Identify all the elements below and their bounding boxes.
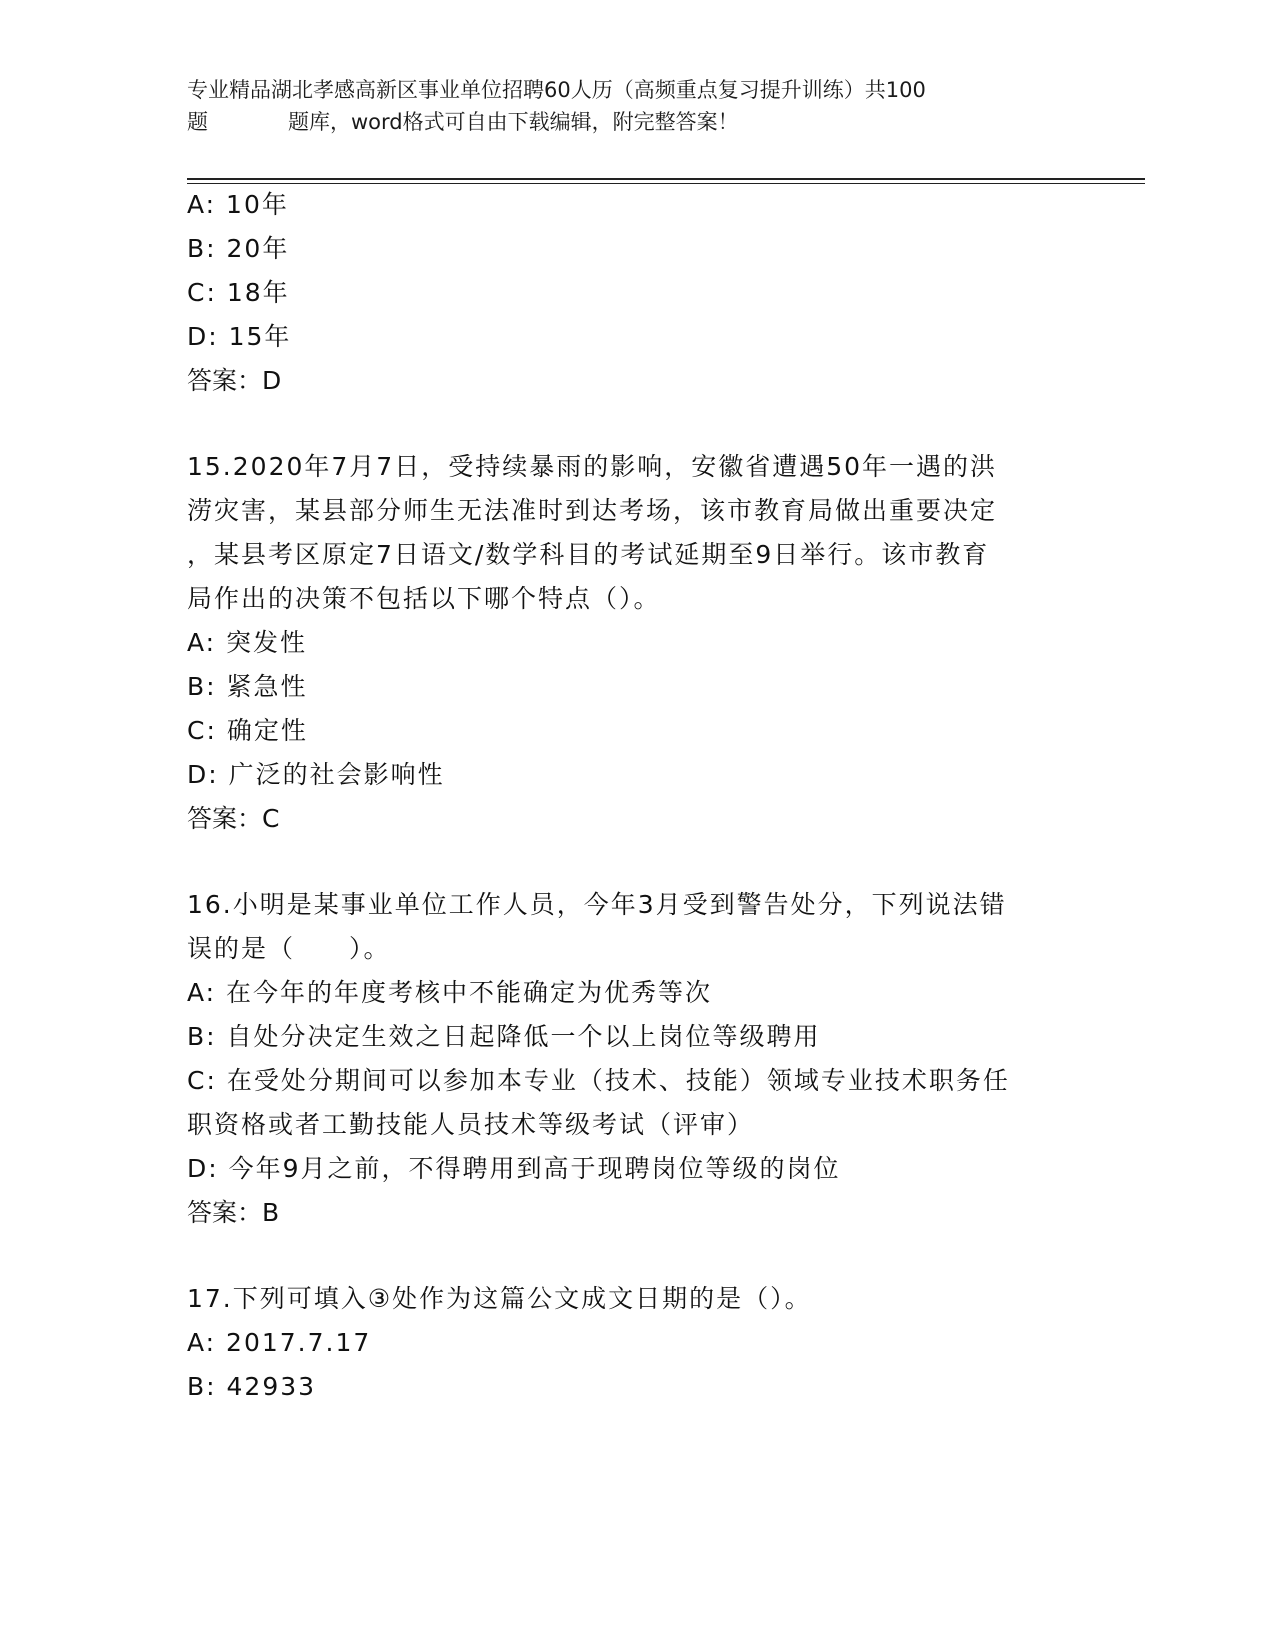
header-divider-thick bbox=[187, 178, 1145, 180]
q16-option-d: D: 今年9月之前，不得聘用到高于现聘岗位等级的岗位 bbox=[187, 1154, 841, 1183]
q16-option-a: A: 在今年的年度考核中不能确定为优秀等次 bbox=[187, 978, 713, 1007]
q15-stem-line-4: 局作出的决策不包括以下哪个特点（）。 bbox=[187, 584, 661, 613]
q15-option-a: A: 突发性 bbox=[187, 628, 308, 657]
q14-option-a: A: 10年 bbox=[187, 190, 289, 219]
q14-option-d: D: 15年 bbox=[187, 322, 292, 351]
header-line-2 bbox=[187, 106, 926, 138]
q17-stem-line-1: 17.下列可填入③处作为这篇公文成文日期的是（）。 bbox=[187, 1284, 812, 1313]
q17-option-b: B: 42933 bbox=[187, 1372, 317, 1401]
header-line-2-end: 题库，word格式可自由下载编辑，附完整答案！ bbox=[288, 110, 739, 134]
q15-answer: 答案：C bbox=[187, 804, 280, 833]
page-header bbox=[187, 74, 926, 138]
q16-option-c-continued: 职资格或者工勤技能人员技术等级考试（评审） bbox=[187, 1110, 755, 1139]
q14-answer: 答案：D bbox=[187, 366, 282, 395]
q17-option-a: A: 2017.7.17 bbox=[187, 1328, 372, 1357]
q16-option-b: B: 自处分决定生效之日起降低一个以上岗位等级聘用 bbox=[187, 1022, 821, 1051]
q15-option-b: B: 紧急性 bbox=[187, 672, 308, 701]
q15-stem-line-2: 涝灾害，某县部分师生无法准时到达考场，该市教育局做出重要决定 bbox=[187, 496, 998, 525]
q15-stem-line-1: 15.2020年7月7日，受持续暴雨的影响，安徽省遭遇50年一遇的洪 bbox=[187, 452, 998, 481]
q15-stem-line-3: ，某县考区原定7日语文/数学科目的考试延期至9日举行。该市教育 bbox=[187, 540, 990, 569]
q16-answer: 答案：B bbox=[187, 1198, 280, 1227]
q16-option-c: C: 在受处分期间可以参加本专业（技术、技能）领域专业技术职务任 bbox=[187, 1066, 1010, 1095]
q15-option-c: C: 确定性 bbox=[187, 716, 308, 745]
header-line-2-start: 题 bbox=[187, 110, 208, 134]
q15-option-d: D: 广泛的社会影响性 bbox=[187, 760, 445, 789]
header-divider-thin bbox=[187, 183, 1145, 184]
q16-stem-line-2: 误的是（ ）。 bbox=[187, 934, 391, 963]
q16-stem-line-1: 16.小明是某事业单位工作人员，今年3月受到警告处分，下列说法错 bbox=[187, 890, 1007, 919]
header-line-1: 专业精品湖北孝感高新区事业单位招聘60人历（高频重点复习提升训练）共100 bbox=[187, 78, 926, 102]
q14-option-c: C: 18年 bbox=[187, 278, 290, 307]
q14-option-b: B: 20年 bbox=[187, 234, 290, 263]
